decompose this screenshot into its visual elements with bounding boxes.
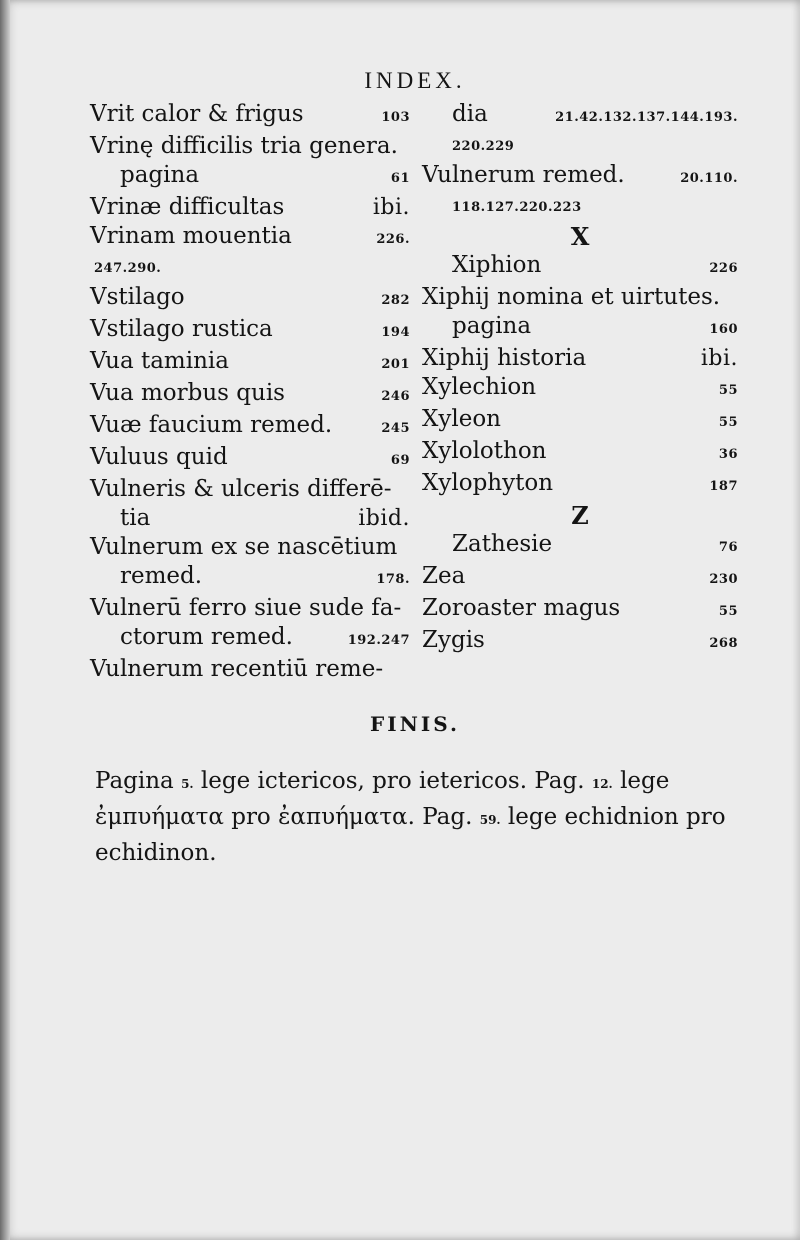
index-entry-term: Vulneris & ulceris differē- — [90, 476, 392, 502]
index-entry — [90, 443, 410, 475]
index-entry-term: dia — [452, 101, 488, 127]
index-entry — [90, 411, 410, 443]
errata-text: Pag. — [534, 768, 585, 794]
index-entry-page: 55 — [718, 415, 738, 430]
index-entry — [90, 655, 410, 684]
index-entry — [90, 132, 410, 161]
index-entry-page: 21.42.132.137.144.193. — [555, 110, 738, 125]
index-entry-page: 76 — [718, 540, 738, 555]
index-entry — [90, 533, 410, 562]
index-entry — [90, 594, 410, 623]
page-edge-shadow — [0, 0, 10, 1240]
index-entry — [90, 161, 410, 193]
index-entry-term: Vrinam mouentia — [90, 223, 292, 249]
index-entry-term: Vrit calor & frigus — [90, 101, 304, 127]
index-entry — [422, 594, 738, 626]
errata-text: Pag. — [422, 804, 473, 830]
index-left-column — [90, 100, 410, 684]
index-entry-term: Xylophyton — [422, 470, 554, 496]
index-entry — [422, 100, 738, 132]
index-entry-term: Xiphij nomina et uirtutes. — [422, 284, 721, 310]
index-entry-term: remed. — [120, 563, 203, 589]
errata-paragraph — [95, 765, 735, 870]
index-entry-page: 103 — [381, 110, 410, 125]
index-entry-page: 226. — [376, 232, 410, 247]
errata-page-number: 12. — [591, 777, 613, 791]
index-entry — [422, 626, 738, 658]
index-entry-term: tia — [120, 505, 151, 531]
index-entry — [422, 373, 738, 405]
index-entry — [90, 475, 410, 504]
index-page-continuation: 118.127.220.223 — [452, 200, 582, 215]
index-entry-page: 36 — [718, 447, 738, 462]
index-entry-term: Vua taminia — [90, 348, 229, 374]
index-entry — [90, 222, 410, 254]
index-entry-page: 201 — [381, 357, 410, 372]
index-entry-term: pagina — [452, 313, 532, 339]
index-entry-term: Zea — [422, 563, 466, 589]
index-entry — [422, 251, 738, 283]
index-entry-term: Xylechion — [422, 374, 537, 400]
index-entry-page: ibid. — [358, 506, 410, 531]
index-entry — [422, 469, 738, 501]
index-entry-term: Vstilago — [90, 284, 185, 310]
index-entry-term: Vulnerum recentiū reme- — [90, 656, 384, 682]
errata-text: lege ictericos, pro ietericos. — [200, 768, 528, 794]
index-entry — [422, 312, 738, 344]
index-entry-page: ibi. — [700, 346, 738, 371]
index-entry-page: 69 — [390, 453, 410, 468]
index-entry-term: Vrinę difficilis tria genera. — [90, 133, 398, 159]
index-entry-page: 282 — [381, 293, 410, 308]
errata-text: lege echidnion pro echidinon. — [95, 804, 726, 866]
index-entry — [422, 530, 738, 562]
index-entry-page: 226 — [709, 261, 738, 276]
index-entry-term: Vulnerū ferro siue sude fa- — [90, 595, 402, 621]
index-entry — [90, 379, 410, 411]
index-entry-page: 194 — [381, 325, 410, 340]
index-letter-heading: Z — [571, 501, 589, 530]
index-entry — [422, 344, 738, 373]
index-entry-term: Zygis — [422, 627, 485, 653]
index-entry-term: Zathesie — [452, 531, 553, 557]
index-entry — [90, 193, 410, 222]
errata-page-number: 5. — [181, 777, 194, 791]
index-entry-term: Xyleon — [422, 406, 501, 432]
index-entry-page: 55 — [718, 604, 738, 619]
index-entry-term: Vulnerum remed. — [422, 162, 625, 188]
index-entry-page: 230 — [709, 572, 738, 587]
page-header: INDEX. — [364, 68, 466, 93]
index-entry-term: ctorum remed. — [120, 624, 293, 650]
index-entry — [422, 562, 738, 594]
index-entry — [90, 562, 410, 594]
index-letter-heading: X — [570, 222, 590, 251]
index-entry-page: 160 — [709, 322, 738, 337]
index-entry-term: Zoroaster magus — [422, 595, 621, 621]
index-page-continuation: 220.229 — [452, 139, 515, 154]
index-entry-page: 246 — [381, 389, 410, 404]
index-entry-term: Vuluus quid — [90, 444, 228, 470]
errata-text: lege — [620, 768, 670, 794]
index-entry-term: pagina — [120, 162, 200, 188]
index-entry — [422, 437, 738, 469]
index-entry-term: Xylolothon — [422, 438, 547, 464]
index-entry-page: 61 — [390, 171, 410, 186]
index-entry — [422, 405, 738, 437]
index-entry — [90, 315, 410, 347]
index-entry-page: 245 — [381, 421, 410, 436]
finis-heading: FINIS. — [370, 712, 460, 736]
index-entry-page: ibi. — [372, 195, 410, 220]
index-page-continuation: 247.290. — [94, 261, 162, 276]
index-entry — [90, 100, 410, 132]
index-entry — [90, 347, 410, 379]
errata-page-number: 59. — [479, 813, 501, 827]
index-entry-page: 20.110. — [680, 171, 738, 186]
index-right-column — [422, 100, 738, 658]
index-entry — [90, 504, 410, 533]
index-entry-term: Vstilago rustica — [90, 316, 273, 342]
index-entry — [422, 161, 738, 193]
index-entry-page: 192.247 — [347, 633, 410, 648]
index-entry-page: 268 — [709, 636, 738, 651]
index-entry — [90, 623, 410, 655]
index-entry-term: Xiphij historia — [422, 345, 587, 371]
index-entry-page: 187 — [709, 479, 738, 494]
index-entry-term: Xiphion — [452, 252, 542, 278]
index-entry-page: 55 — [718, 383, 738, 398]
index-entry-term: Vua morbus quis — [90, 380, 285, 406]
index-entry — [90, 283, 410, 315]
errata-greek-text: ἐμπυήματα pro ἐαπυήματα. — [95, 804, 415, 830]
index-entry-term: Vuæ faucium remed. — [90, 412, 333, 438]
index-entry-term: Vrinæ difficultas — [90, 194, 285, 220]
index-entry-term: Vulnerum ex se nascētium — [90, 534, 398, 560]
index-entry-page: 178. — [376, 572, 410, 587]
index-entry — [422, 283, 738, 312]
errata-text: Pagina — [95, 768, 174, 794]
